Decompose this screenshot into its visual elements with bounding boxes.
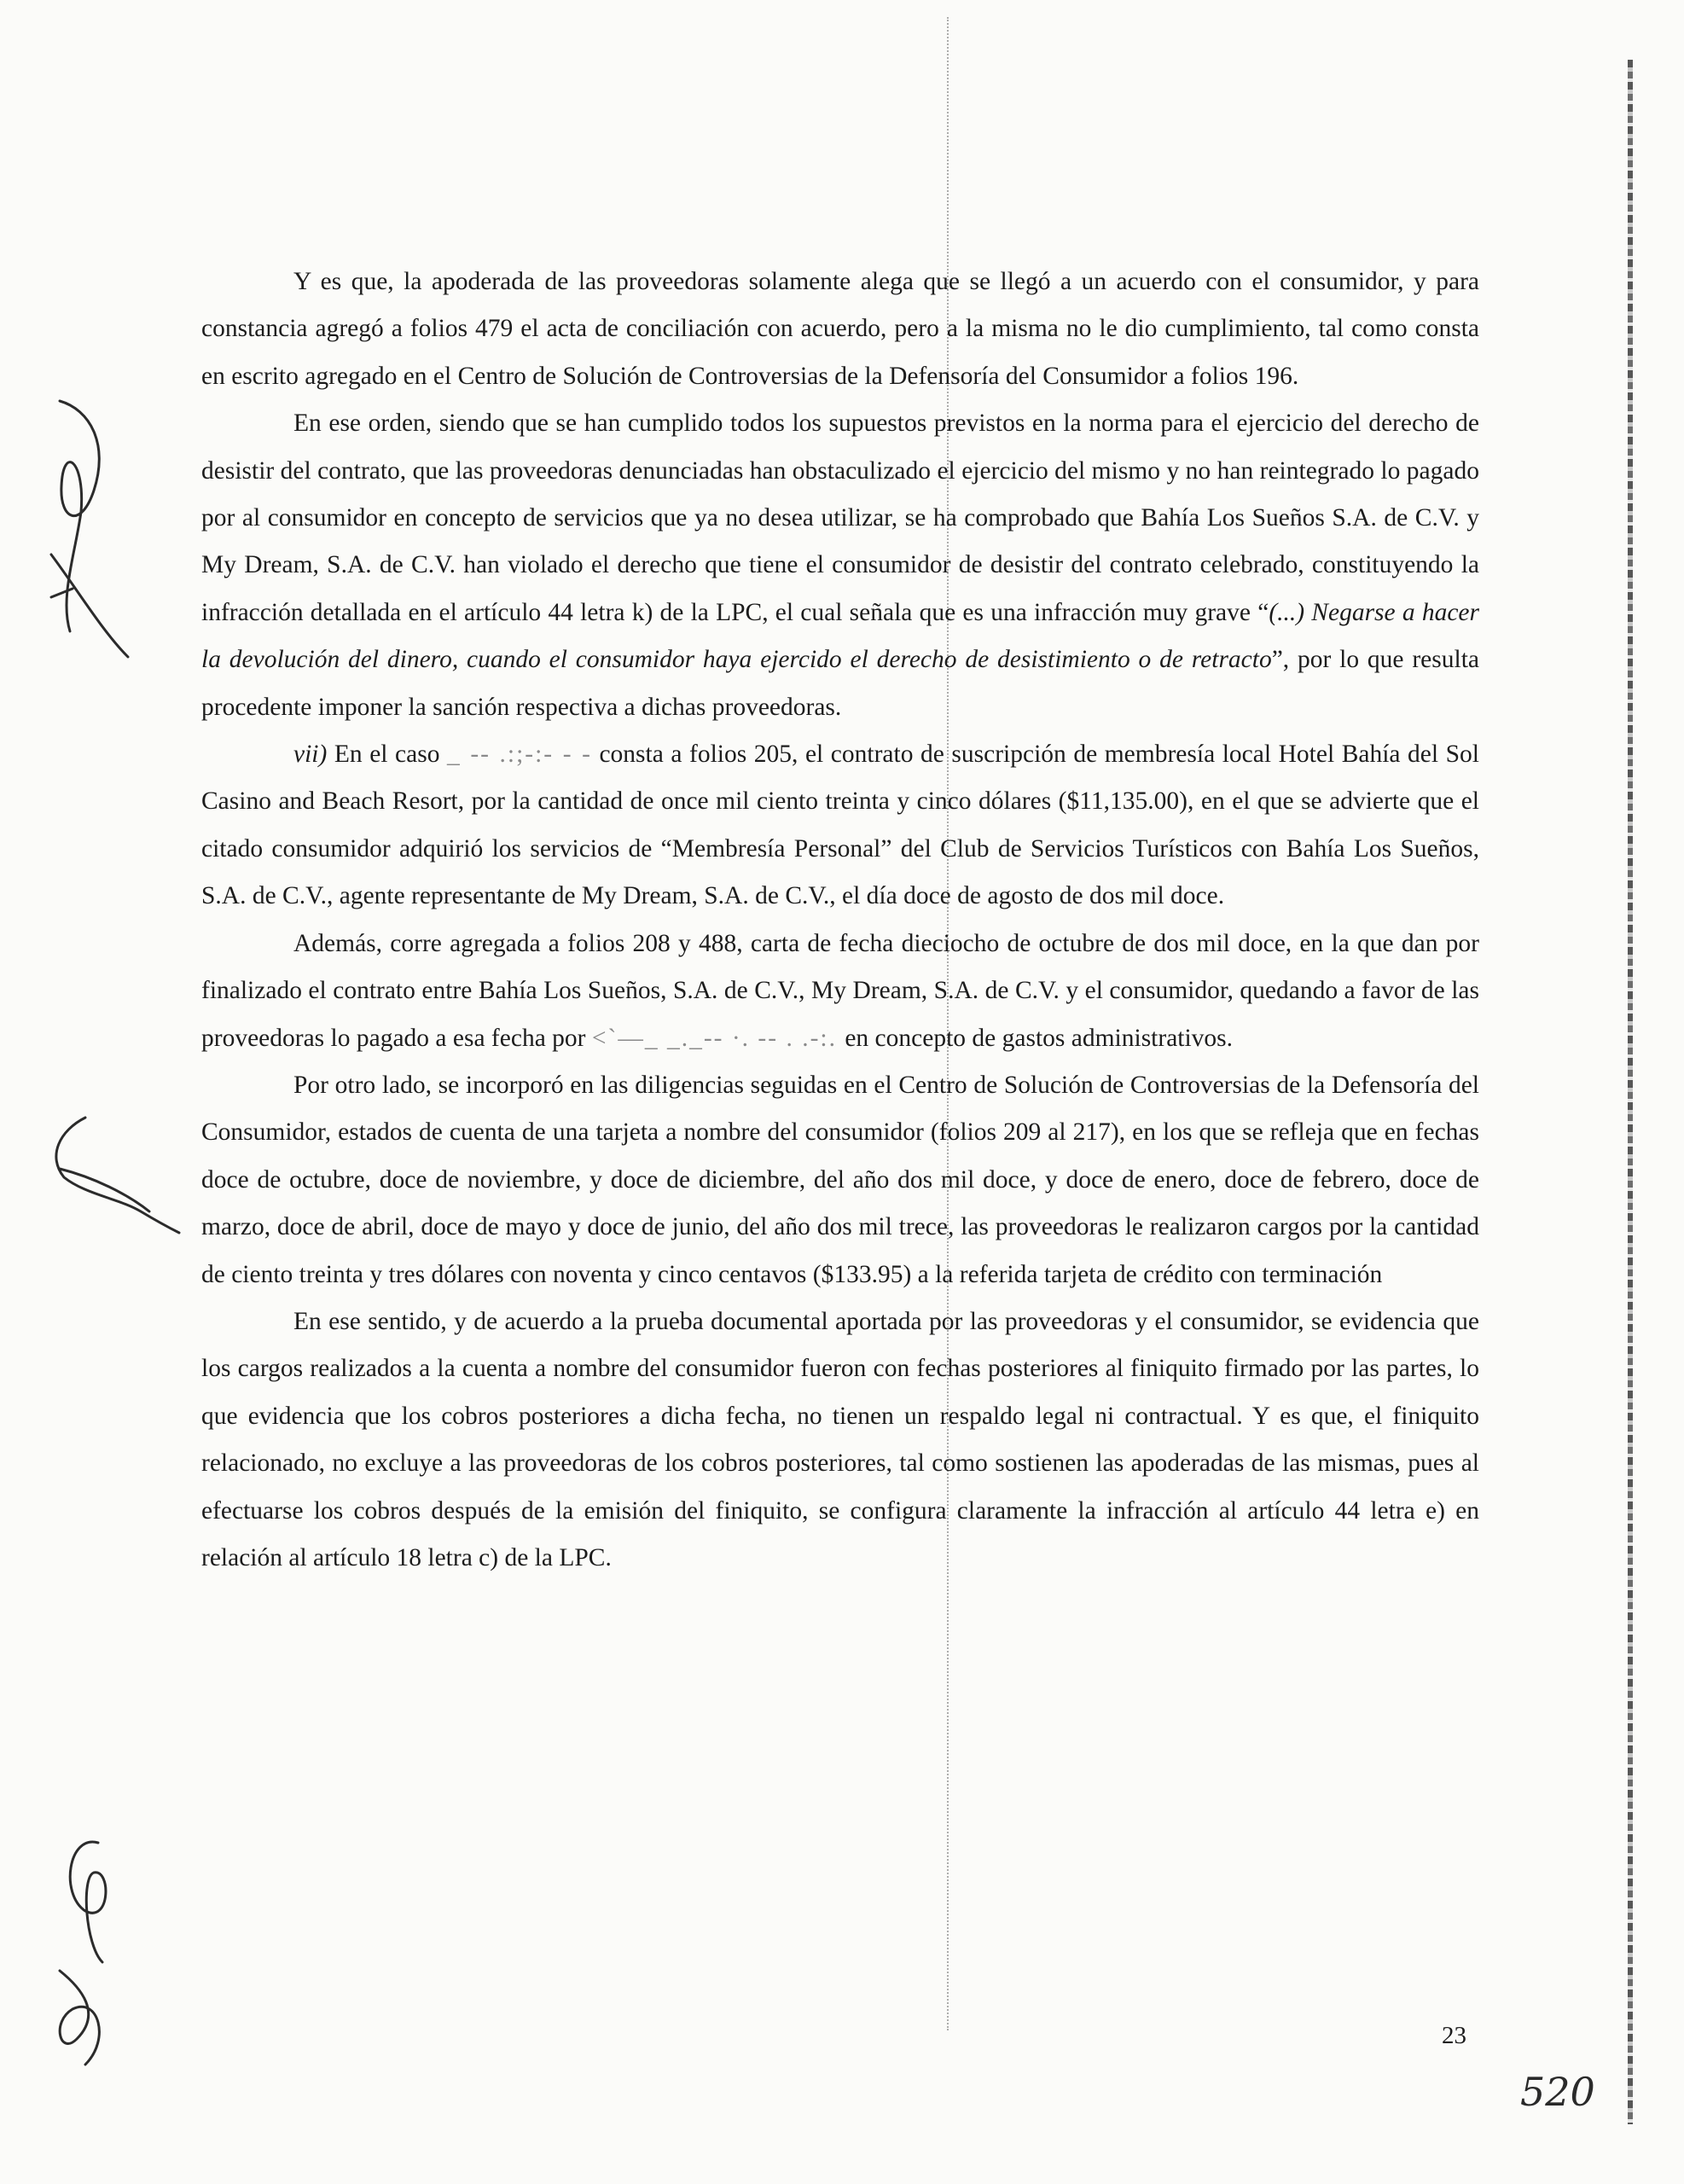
- paragraph-1-text: Y es que, la apoderada de las proveedoras solamente alega que se llegó a un acuerdo con el consumidor, y para constancia agregó a folios 479 el acta de conciliación con acuerdo, pero a la misma no le dio cumplimiento, tal como consta en escrito agregado en el Centro de Solución de Controversias de la Defensoría del Consumidor a folios 196.: [201, 268, 1479, 390]
- redacted-name: _ -- .:;-:- - -: [447, 741, 592, 769]
- paragraph-3-text-part-1: En el caso: [327, 741, 448, 769]
- page-number: 23: [1442, 2022, 1466, 2049]
- paragraph-3-text-part-2: consta a folios 205, el contrato de suscripción de membresía local Hotel Bahía del Sol Casino and Beach Resort, por la cantidad de once mil ciento treinta y cinco dólares ($11,135.00), en el que se advierte que el citado consumidor adquirió los servicios de “Membresía Personal” del Club de Servicios Turísticos con Bahía Los Sueños, S.A. de C.V., agente representante de My Dream, S.A. de C.V., el día doce de agosto de dos mil doce.: [201, 741, 1480, 910]
- paragraph-5: [201, 1062, 1479, 1298]
- paragraph-1: [201, 258, 1479, 400]
- section-label: vii): [293, 741, 328, 769]
- redacted-amount: <`—_ _._-- ·. -- . .-:.: [591, 1024, 845, 1052]
- paragraph-2-text-part-1: En ese orden, siendo que se han cumplido todos los supuestos previstos en la norma para el ejercicio del derecho de desistir del contrato, que las proveedoras denunciadas han obstaculizado el ejercicio del mismo y no han reintegrado lo pagado por al consumidor en concepto de servicios que ya no desea utilizar, se ha comprobado que Bahía Los Sueños S.A. de C.V. y My Dream, S.A. de C.V. han violado el derecho que tiene el consumidor de desistir del contrato celebrado, constituyendo la infracción detallada en el artículo 44 letra k) de la LPC, el cual señala que es una infracción muy grave “: [201, 410, 1479, 626]
- paragraph-4-text-part-2: en concepto de gastos administrativos.: [845, 1024, 1234, 1052]
- signature-mark-top: [51, 401, 128, 657]
- body-text: [201, 258, 1479, 1582]
- paragraph-3: [201, 731, 1479, 921]
- paragraph-2-text-part-2: ”, por lo que resulta procedente imponer la sanción respectiva a dichas proveedoras.: [201, 646, 1479, 721]
- paragraph-5-text: Por otro lado, se incorporó en las diligencias seguidas en el Centro de Solución de Controversias de la Defensoría del Consumidor, estados de cuenta de una tarjeta a nombre del consumidor (folios 209 al 217), en los que se refleja que en fechas doce de octubre, doce de noviembre, y doce de diciembre, del año dos mil doce, y doce de enero, doce de febrero, doce de marzo, doce de abril, doce de mayo y doce de junio, del año dos mil trece, las proveedoras le realizaron cargos por la cantidad de ciento treinta y tres dólares con noventa y cinco centavos ($133.95) a la referida tarjeta de crédito con terminación: [201, 1071, 1479, 1288]
- handwritten-folio-number: 520: [1520, 2069, 1595, 2115]
- paragraph-4: [201, 921, 1479, 1062]
- paragraph-4-text-part-1: Además, corre agregada a folios 208 y 488, carta de fecha dieciocho de octubre de dos mil doce, en la que dan por finalizado el contrato entre Bahía Los Sueños, S.A. de C.V., My Dream, S.A. de C.V. y el consumidor, quedando a favor de las proveedoras lo pagado a esa fecha por: [201, 929, 1479, 1052]
- initials-mark-bottom: [60, 1842, 106, 2065]
- signature-mark-middle: [56, 1118, 179, 1233]
- paragraph-6: [201, 1298, 1479, 1582]
- quoted-legal-text: (...) Negarse a hacer la devolución del dinero, cuando el consumidor haya ejercido el derecho de desistimiento o de retracto: [201, 598, 1479, 674]
- paragraph-2: [201, 400, 1479, 731]
- paragraph-6-text: En ese sentido, y de acuerdo a la prueba documental aportada por las proveedoras y el consumidor, se evidencia que los cargos realizados a la cuenta a nombre del consumidor fueron con fechas posteriores al finiquito firmado por las partes, lo que evidencia que los cobros posteriores a dicha fecha, no tienen un respaldo legal ni contractual. Y es que, el finiquito relacionado, no excluye a las proveedoras de los cobros posteriores, tal como sostienen las apoderadas de las mismas, pues al efectuarse los cobros después de la emisión del finiquito, se configura claramente la infracción al artículo 44 letra e) en relación al artículo 18 letra c) de la LPC.: [201, 1307, 1479, 1571]
